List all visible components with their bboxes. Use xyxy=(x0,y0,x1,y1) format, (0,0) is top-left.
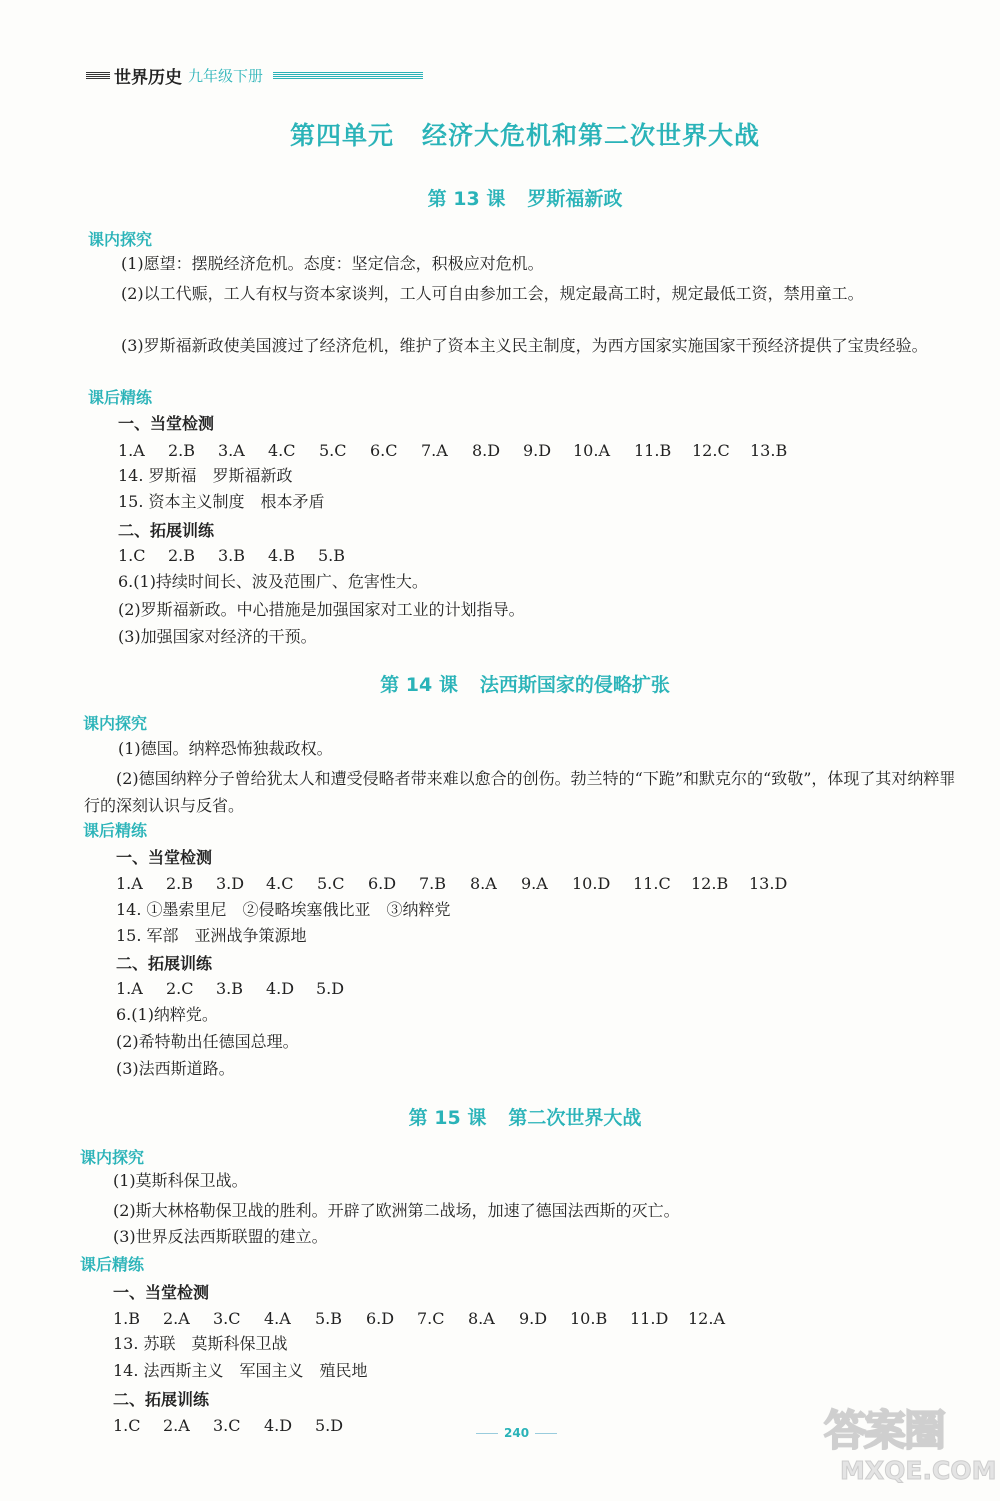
answer: 6.D xyxy=(368,874,397,893)
watermark-url: MXQE.COM xyxy=(840,1456,997,1485)
lesson-name: 法西斯国家的侵略扩张 xyxy=(479,674,670,696)
subsection-extension: 二、拓展训练 xyxy=(118,521,215,540)
answer: 2.A xyxy=(163,1416,190,1435)
answer-line: (3)法西斯道路。 xyxy=(116,1059,235,1078)
answer: 7.C xyxy=(417,1309,445,1328)
answer: 1.C xyxy=(118,546,146,565)
lesson-13-title xyxy=(0,184,1000,211)
section-explore: 课内探究 xyxy=(88,230,153,249)
answer-line: 14. ①墨索里尼 ②侵略埃塞俄比亚 ③纳粹党 xyxy=(116,900,451,919)
lesson-number: 第 14 课 xyxy=(380,674,458,696)
answer: 1.A xyxy=(116,979,143,998)
answer-row xyxy=(118,441,787,460)
answer: 4.D xyxy=(266,979,295,998)
running-header xyxy=(86,62,423,88)
unit-label: 第四单元 xyxy=(289,121,394,150)
answer: 4.A xyxy=(264,1309,291,1328)
explore-paragraph: (2)德国纳粹分子曾给犹太人和遭受侵略者带来难以愈合的创伤。勃兰特的“下跪”和默克尔的“致敬”，体现了其对纳粹罪行的深刻认识与反省。 xyxy=(84,769,956,815)
answer-row xyxy=(116,874,787,893)
answer-line: (2)希特勒出任德国总理。 xyxy=(116,1032,299,1051)
answer: 5.B xyxy=(318,546,346,565)
answer: 4.D xyxy=(264,1416,293,1435)
subsection-test: 一、当堂检测 xyxy=(113,1283,210,1302)
subsection-extension: 二、拓展训练 xyxy=(116,954,213,973)
section-explore: 课内探究 xyxy=(83,714,148,733)
answer: 10.D xyxy=(572,874,611,893)
answer: 2.C xyxy=(166,979,194,998)
answer: 3.B xyxy=(216,979,244,998)
answer: 11.B xyxy=(634,441,672,460)
answer: 3.A xyxy=(218,441,245,460)
answer: 4.B xyxy=(268,546,296,565)
book-title: 世界历史 xyxy=(114,67,182,88)
answer: 2.B xyxy=(168,546,196,565)
unit-title xyxy=(0,116,1000,152)
answer: 1.B xyxy=(113,1309,141,1328)
answer: 10.B xyxy=(570,1309,608,1328)
answer: 12.A xyxy=(688,1309,725,1328)
explore-line: (1)德国。纳粹恐怖独裁政权。 xyxy=(118,739,333,758)
section-practice: 课后精练 xyxy=(83,821,148,840)
answer-line: 13. 苏联 莫斯科保卫战 xyxy=(113,1334,288,1353)
lesson-name: 第二次世界大战 xyxy=(508,1107,642,1129)
answer: 5.B xyxy=(315,1309,343,1328)
answer-line: 6.(1)纳粹党。 xyxy=(116,1005,218,1024)
explore-line: (1)愿望：摆脱经济危机。态度：坚定信念，积极应对危机。 xyxy=(121,254,544,273)
answer: 9.D xyxy=(519,1309,548,1328)
answer: 7.B xyxy=(419,874,447,893)
answer-line: (3)加强国家对经济的干预。 xyxy=(118,627,317,646)
header-rule-right xyxy=(273,72,423,79)
lesson-number: 第 13 课 xyxy=(427,188,506,210)
answer: 1.C xyxy=(113,1416,141,1435)
explore-line: (3)世界反法西斯联盟的建立。 xyxy=(113,1227,328,1246)
page-number: 240 xyxy=(470,1426,563,1440)
section-practice: 课后精练 xyxy=(88,388,153,407)
explore-paragraph: (2)以工代赈，工人有权与资本家谈判，工人可自由参加工会，规定最高工时，规定最低工资，禁用童工。 xyxy=(121,284,864,303)
lesson-number: 第 15 课 xyxy=(408,1107,487,1129)
answer: 5.C xyxy=(317,874,345,893)
answer: 11.D xyxy=(630,1309,669,1328)
answer: 4.C xyxy=(266,874,294,893)
answer: 8.A xyxy=(468,1309,495,1328)
answer: 9.A xyxy=(521,874,548,893)
answer: 13.B xyxy=(750,441,788,460)
answer: 12.C xyxy=(692,441,730,460)
subsection-extension: 二、拓展训练 xyxy=(113,1390,210,1409)
answer: 8.D xyxy=(472,441,501,460)
answer: 5.D xyxy=(316,979,345,998)
answer: 9.D xyxy=(523,441,552,460)
book-grade: 九年级下册 xyxy=(188,66,264,85)
answer-line: 14. 罗斯福 罗斯福新政 xyxy=(118,466,293,485)
lesson-15-title xyxy=(0,1103,1000,1130)
explore-line: (1)莫斯科保卫战。 xyxy=(113,1171,248,1190)
answer-line: 14. 法西斯主义 军国主义 殖民地 xyxy=(113,1361,368,1380)
answer: 3.C xyxy=(213,1416,241,1435)
unit-name: 经济大危机和第二次世界大战 xyxy=(422,121,761,150)
answer: 5.D xyxy=(315,1416,344,1435)
section-practice: 课后精练 xyxy=(80,1255,145,1274)
answer: 2.A xyxy=(163,1309,190,1328)
section-explore: 课内探究 xyxy=(80,1148,145,1167)
answer-row xyxy=(116,979,344,998)
answer-line: 15. 军部 亚洲战争策源地 xyxy=(116,926,307,945)
lesson-name: 罗斯福新政 xyxy=(527,188,623,210)
answer: 4.C xyxy=(268,441,296,460)
lesson-14-title xyxy=(0,670,1000,697)
answer-row xyxy=(113,1416,343,1435)
watermark-logo xyxy=(818,1398,996,1496)
explore-paragraph: (3)罗斯福新政使美国渡过了经济危机，维护了资本主义民主制度，为西方国家实施国家干预经济提供了宝贵经验。 xyxy=(121,336,928,355)
explore-line: (2)斯大林格勒保卫战的胜利。开辟了欧洲第二战场，加速了德国法西斯的灭亡。 xyxy=(113,1201,680,1220)
answer: 13.D xyxy=(749,874,788,893)
answer: 12.B xyxy=(691,874,729,893)
answer: 2.B xyxy=(168,441,196,460)
answer-row xyxy=(118,546,345,565)
answer: 8.A xyxy=(470,874,497,893)
answer: 1.A xyxy=(116,874,143,893)
subsection-test: 一、当堂检测 xyxy=(118,414,215,433)
answer: 10.A xyxy=(573,441,610,460)
answer: 6.D xyxy=(366,1309,395,1328)
answer-line: (2)罗斯福新政。中心措施是加强国家对工业的计划指导。 xyxy=(118,600,525,619)
answer: 3.C xyxy=(213,1309,241,1328)
answer: 6.C xyxy=(370,441,398,460)
answer-line: 15. 资本主义制度 根本矛盾 xyxy=(118,492,325,511)
answer: 1.A xyxy=(118,441,145,460)
answer: 5.C xyxy=(319,441,347,460)
answer-line: 6.(1)持续时间长、波及范围广、危害性大。 xyxy=(118,572,428,591)
answer: 2.B xyxy=(166,874,194,893)
answer-row xyxy=(113,1309,725,1328)
header-rule-left xyxy=(86,72,110,79)
subsection-test: 一、当堂检测 xyxy=(116,848,213,867)
watermark-text: 答案圈 xyxy=(824,1406,945,1455)
answer: 3.B xyxy=(218,546,246,565)
answer: 7.A xyxy=(421,441,448,460)
answer: 3.D xyxy=(216,874,245,893)
answer: 11.C xyxy=(633,874,671,893)
